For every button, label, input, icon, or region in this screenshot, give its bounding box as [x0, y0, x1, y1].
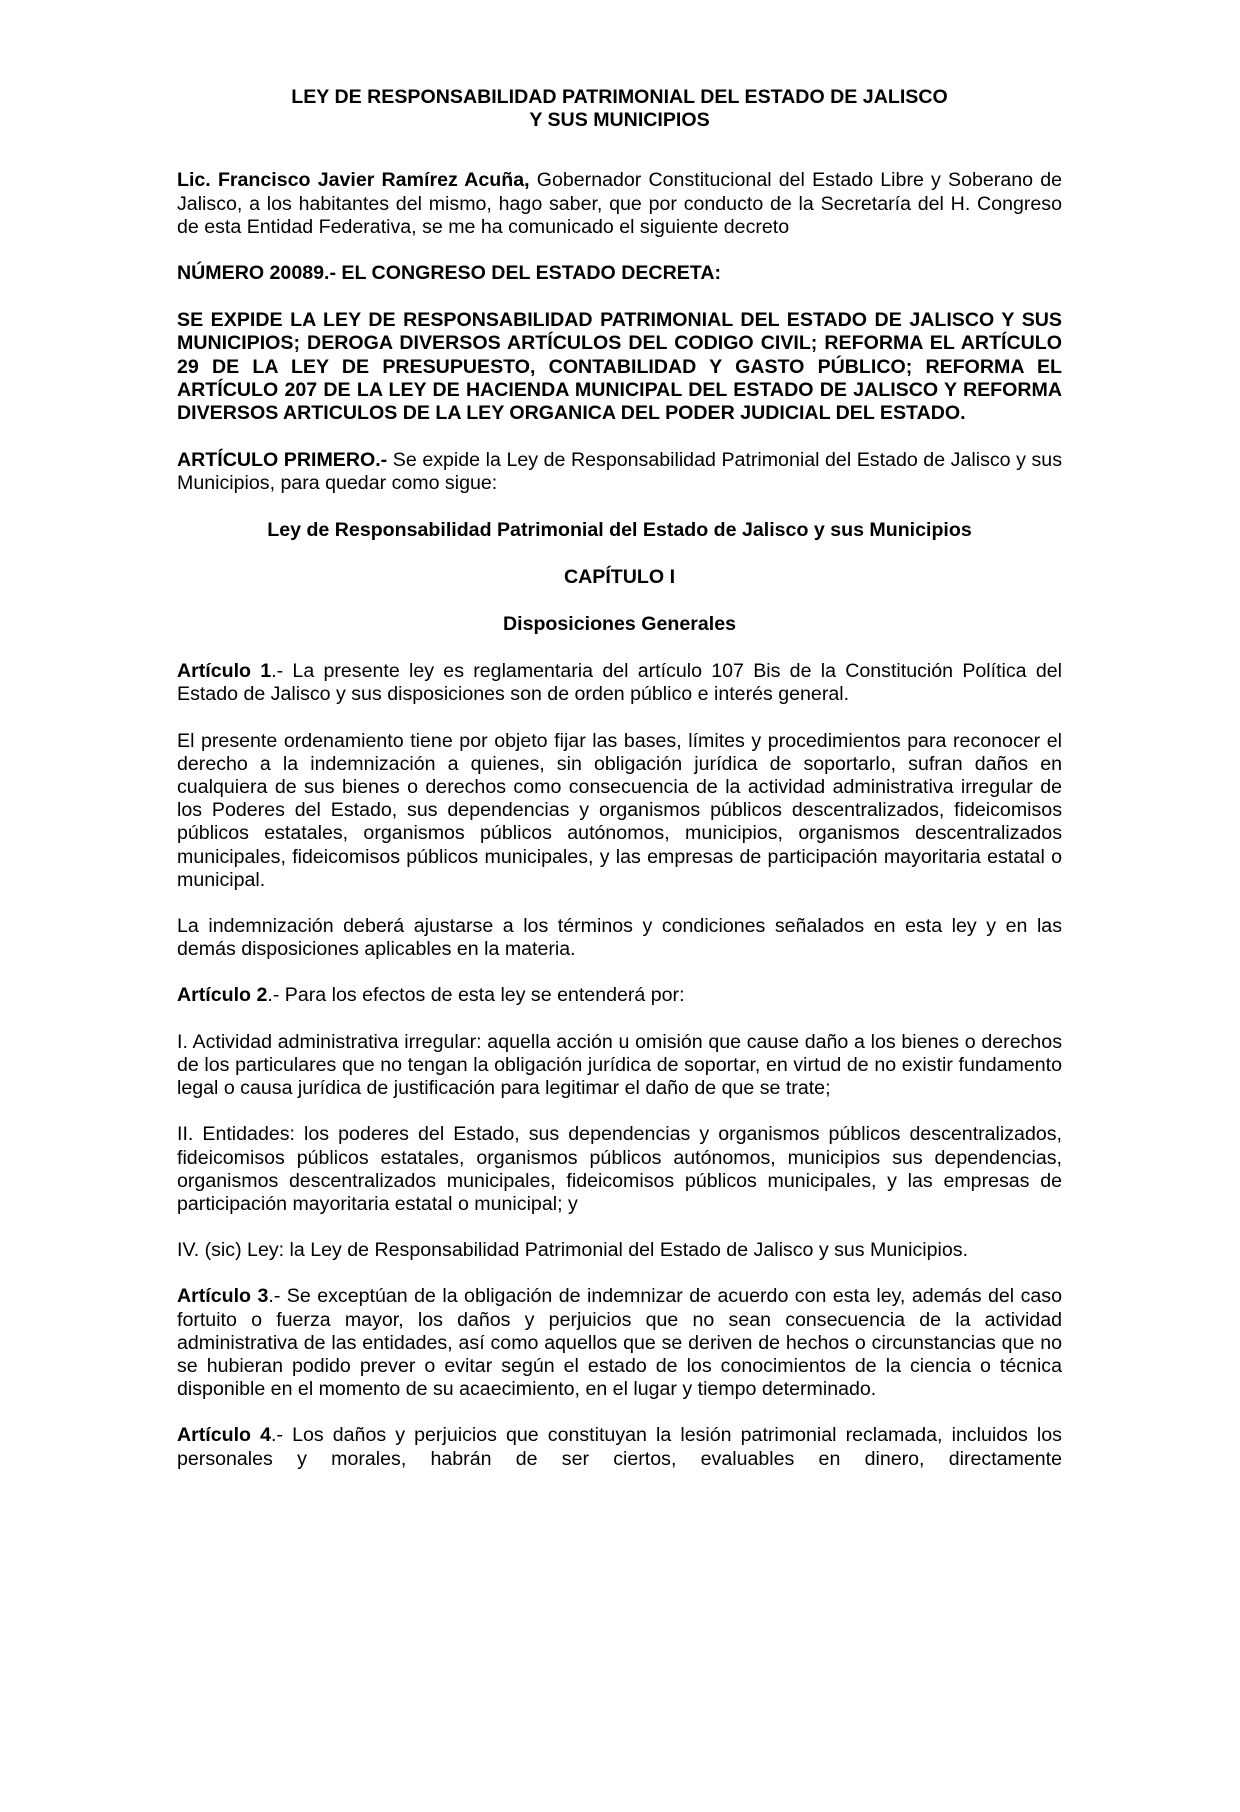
law-title: Ley de Responsabilidad Patrimonial del Estado de Jalisco y sus Municipios [267, 518, 972, 541]
fraccion-1: I. Actividad administrativa irregular: aquella acción u omisión que cause daño a los bienes o derechos de los particulares que no tengan la obligación jurídica de soportar, en virtud de no existir fundamento legal o causa jurídica de justificación para legitimar el daño de que se trate; [177, 1030, 1062, 1100]
document-title-line-1: LEY DE RESPONSABILIDAD PATRIMONIAL DEL ESTADO DE JALISCO [291, 86, 948, 108]
articulo-primero-lead: ARTÍCULO PRIMERO.- [177, 449, 388, 472]
articulo-3 [177, 1285, 1062, 1401]
articulo-1-text: .- La presente ley es reglamentaria del artículo 107 Bis de la Constitución Política del Estado de Jalisco y sus disposiciones son de orden público e interés general. [177, 660, 1062, 706]
articulo-2-lead: Artículo 2 [177, 984, 268, 1007]
articulo-4 [177, 1424, 1062, 1470]
paragraph-objeto: El presente ordenamiento tiene por objeto fijar las bases, límites y procedimientos para reconocer el derecho a la indemnización a quienes, sin obligación jurídica de soportarlo, sufran daños en cualquiera de sus bienes o derechos como consecuencia de la actividad administrativa irregular de los Poderes del Estado, sus dependencias y organismos públicos descentralizados, fideicomisos públicos estatales, organismos públicos autónomos, municipios, organismos descentralizados municipales, fideicomisos públicos municipales, y las empresas de participación mayoritaria estatal o municipal. [177, 729, 1062, 891]
decree-title: SE EXPIDE LA LEY DE RESPONSABILIDAD PATRIMONIAL DEL ESTADO DE JALISCO Y SUS MUNICIPIOS; DEROGA DIVERSOS ARTÍCULOS DEL CODIGO CIVIL; REFORMA EL ARTÍCULO 29 DE LA LEY DE PRESUPUESTO, CONTABILIDAD Y GASTO PÚBLICO; REFORMA EL ARTÍCULO 207 DE LA LEY DE HACIENDA MUNICIPAL DEL ESTADO DE JALISCO Y REFORMA DIVERSOS ARTICULOS DE LA LEY ORGANICA DEL PODER JUDICIAL DEL ESTADO. [177, 309, 1062, 425]
articulo-primero [177, 449, 1062, 495]
articulo-1 [177, 660, 1062, 706]
fraccion-2: II. Entidades: los poderes del Estado, sus dependencias y organismos públicos descentralizados, fideicomisos públicos estatales, organismos públicos autónomos, municipios sus dependencias, organismos descentralizados municipales, fideicomisos públicos municipales, y las empresas de participación mayoritaria estatal o municipal; y [177, 1123, 1062, 1215]
articulo-primero-text: Se expide la Ley de Responsabilidad Patrimonial del Estado de Jalisco y sus Municipios, para quedar como sigue: [177, 449, 1063, 495]
intro-paragraph [177, 169, 1062, 239]
articulo-4-text: .- Los daños y perjuicios que constituyan la lesión patrimonial reclamada, incluidos los personales y morales, habrán de ser ciertos, evaluables en dinero, directamente [177, 1424, 1062, 1470]
decree-number: NÚMERO 20089.- EL CONGRESO DEL ESTADO DECRETA: [177, 262, 721, 285]
chapter-heading: CAPÍTULO I [563, 565, 676, 588]
articulo-3-text: .- Se exceptúan de la obligación de indemnizar de acuerdo con esta ley, además del caso fortuito o fuerza mayor, los daños y perjuicios que no sean consecuencia de la actividad administrativa de las entidades, así como aquellos que se deriven de hechos o circunstancias que no se hubieran podido prever o evitar según el estado de los conocimientos de la ciencia o técnica disponible en el momento de su acaecimiento, en el lugar y tiempo determinado. [177, 1285, 1062, 1401]
document-page [177, 86, 1062, 1494]
paragraph-indemnizacion: La indemnización deberá ajustarse a los términos y condiciones señalados en esta ley y en las demás disposiciones aplicables en la materia. [177, 915, 1062, 961]
fraccion-4: IV. (sic) Ley: la Ley de Responsabilidad Patrimonial del Estado de Jalisco y sus Municipios. [177, 1239, 969, 1262]
intro-text: Gobernador Constitucional del Estado Libre y Soberano de Jalisco, a los habitantes del mismo, hago saber, que por conducto de la Secretaría del H. Congreso de esta Entidad Federativa, se me ha comunicado el siguiente decreto [177, 169, 1062, 238]
articulo-2 [177, 984, 1062, 1007]
governor-name: Lic. Francisco Javier Ramírez Acuña, [177, 169, 530, 192]
document-title-line-2: Y SUS MUNICIPIOS [529, 109, 710, 132]
articulo-3-lead: Artículo 3 [177, 1285, 269, 1308]
document-title [177, 86, 1062, 132]
articulo-2-text: .- Para los efectos de esta ley se entenderá por: [267, 984, 685, 1007]
articulo-4-lead: Artículo 4 [177, 1424, 272, 1447]
articulo-1-lead: Artículo 1 [177, 660, 272, 683]
chapter-name: Disposiciones Generales [502, 613, 737, 636]
